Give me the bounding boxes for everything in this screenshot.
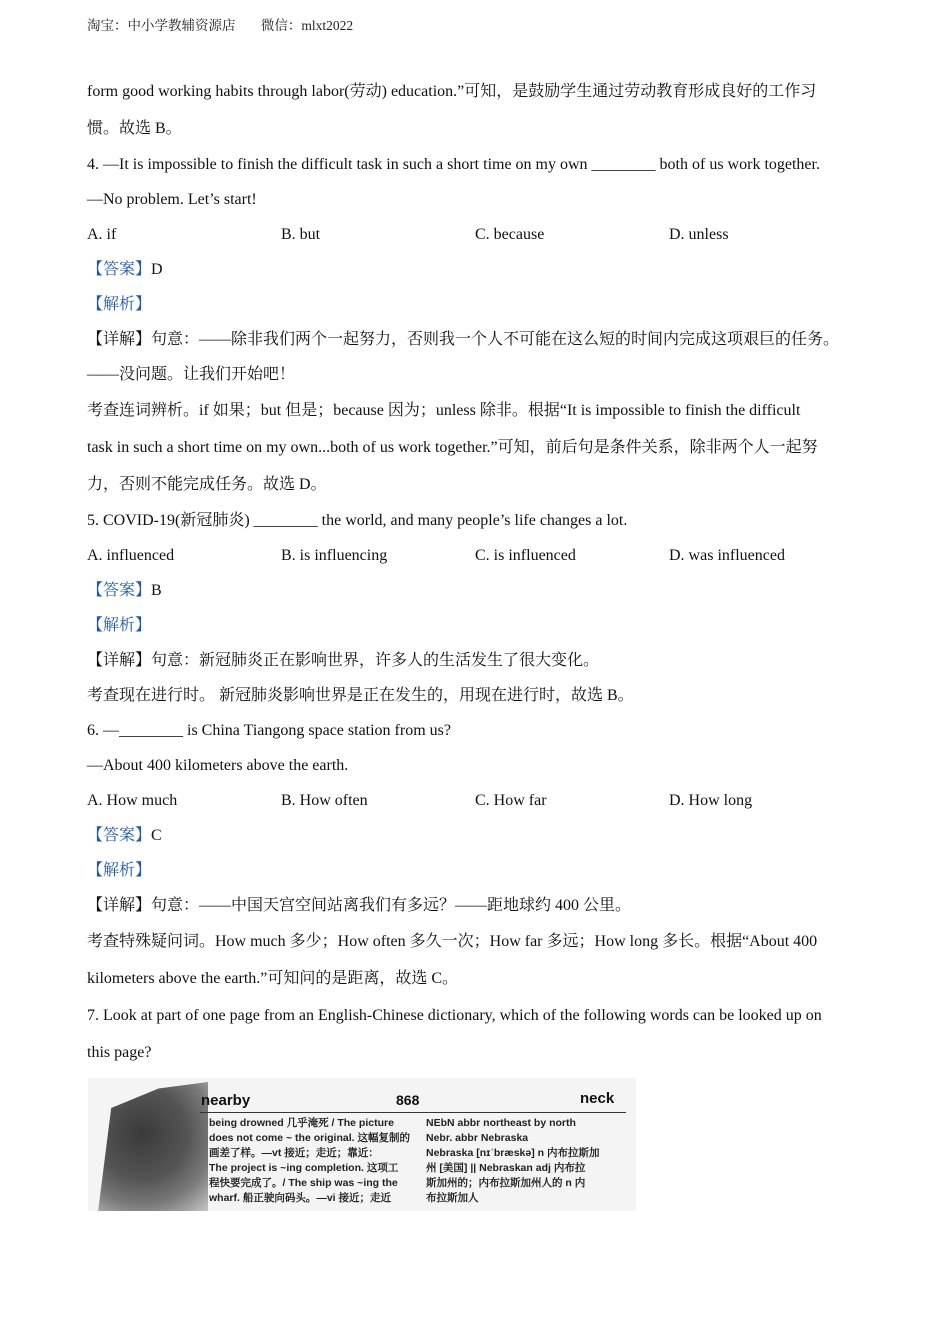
entry-line: The project is ~ing completion. 这项工 (209, 1162, 399, 1174)
analysis-tag: 【解析】 (87, 617, 152, 634)
answer-tag: 【答案】 (87, 827, 152, 844)
option-c: C. is influenced (475, 547, 576, 564)
option-a: A. How much (87, 792, 178, 809)
option-a: A. if (87, 226, 117, 243)
entry-line: 画差了样。—vt 接近；走近；靠近： (209, 1147, 379, 1159)
q6-analysis (87, 853, 877, 888)
taobao-shop-label: 淘宝：中小学教辅资源店 (87, 18, 236, 33)
entry-line: NEbN abbr northeast by north (426, 1117, 576, 1129)
entry-line: 州 [美国] || Nebraskan adj 内布拉 (426, 1162, 586, 1174)
answer-tag: 【答案】 (87, 261, 152, 278)
wechat-label: 微信：mlxt2022 (260, 18, 354, 33)
option-d: D. unless (669, 226, 729, 243)
analysis-tag: 【解析】 (87, 862, 152, 879)
q3-explanation-line: form good working habits through labor(劳动) education.”可知，是鼓励学生通过劳动教育形成良好的工作习 (87, 83, 817, 100)
q6-detail (87, 888, 877, 923)
entry-line: 斯加州的；内布拉斯加州人的 n 内 (426, 1177, 586, 1189)
entry-line: 布拉斯加人 (426, 1192, 479, 1204)
q4-response: —No problem. Let’s start! (87, 191, 257, 208)
option-d: D. How long (669, 792, 753, 809)
option-d: D. was influenced (669, 547, 785, 564)
q4-detail-line: ——没问题。让我们开始吧！ (87, 366, 296, 383)
detail-tag: 【详解】 (87, 897, 152, 914)
answer-value: B (151, 582, 162, 599)
q4-answer (87, 252, 877, 287)
detail-tag: 【详解】 (87, 331, 152, 348)
q3-explanation-line: 惯。故选 B。 (87, 120, 182, 137)
guide-word-right: neck (580, 1090, 615, 1107)
scan-shadow (98, 1082, 208, 1211)
detail-text: 句意：——除非我们两个一起努力，否则我一个人不可能在这么短的时间内完成这项艰巨的任务。 (151, 331, 840, 348)
entry-line: 程快要完成了。/ The ship was ~ing the (209, 1177, 398, 1189)
answer-tag: 【答案】 (87, 582, 152, 599)
document-body (87, 73, 877, 1071)
entry-line: wharf. 船正驶向码头。—vi 接近；走近 (209, 1192, 392, 1204)
q4-detail-line: 力，否则不能完成任务。故选 D。 (87, 476, 327, 493)
detail-text: 句意：——中国天宫空间站离我们有多远？——距地球约 400 公里。 (151, 897, 632, 914)
header-rule (200, 1112, 626, 1113)
q6-detail-line: 考查特殊疑问词。How much 多少；How often 多久一次；How far 多远；How long 多长。根据“About 400 (87, 933, 818, 950)
option-c: C. How far (475, 792, 547, 809)
analysis-tag: 【解析】 (87, 296, 152, 313)
q4-detail-line: task in such a short time on my own...both of us work together.”可知，前后句是条件关系，除非两个人一起努 (87, 439, 818, 456)
q6-detail-line: kilometers above the earth.”可知问的是距离，故选 C。 (87, 970, 459, 987)
guide-word-left: nearby (201, 1092, 251, 1109)
answer-value: C (151, 827, 162, 844)
option-c: C. because (475, 226, 545, 243)
q4-detail-line: 考查连词辨析。if 如果；but 但是；because 因为；unless 除非。根据“It is impossible to finish the difficult (87, 402, 801, 419)
option-b: B. is influencing (281, 547, 388, 564)
q5-detail (87, 643, 877, 678)
q7-stem: 7. Look at part of one page from an English-Chinese dictionary, which of the following words can be looked up on (87, 1007, 822, 1024)
q4-stem: 4. —It is impossible to finish the difficult task in such a short time on my own ________ both of us work together. (87, 156, 820, 173)
page-number: 868 (396, 1092, 420, 1108)
detail-tag: 【详解】 (87, 652, 152, 669)
q4-options (87, 217, 877, 252)
q5-analysis (87, 608, 877, 643)
q5-options (87, 538, 877, 573)
q5-answer (87, 573, 877, 608)
page-header (87, 14, 375, 34)
q5-detail-line: 考查现在进行时。 新冠肺炎影响世界是正在发生的，用现在进行时，故选 B。 (87, 687, 634, 704)
option-a: A. influenced (87, 547, 175, 564)
entry-line: Nebr. abbr Nebraska (426, 1132, 529, 1144)
q6-response: —About 400 kilometers above the earth. (87, 757, 349, 774)
entry-line: Nebraska [nɪˈbræskə] n 内布拉斯加 (426, 1147, 600, 1159)
entry-line: does not come ~ the original. 这幅复制的 (209, 1132, 410, 1144)
q6-answer (87, 818, 877, 853)
dictionary-column-right (426, 1116, 631, 1206)
dictionary-page-image (88, 1078, 636, 1211)
q7-stem-cont: this page? (87, 1044, 152, 1061)
detail-text: 句意：新冠肺炎正在影响世界，许多人的生活发生了很大变化。 (151, 652, 600, 669)
dictionary-column-left (209, 1116, 410, 1206)
q6-stem: 6. —________ is China Tiangong space station from us? (87, 722, 451, 739)
q6-options (87, 783, 877, 818)
q5-stem: 5. COVID-19(新冠肺炎) ________ the world, and many people’s life changes a lot. (87, 512, 628, 529)
q4-detail (87, 322, 877, 357)
option-b: B. How often (281, 792, 368, 809)
entry-line: being drowned 几乎淹死 / The picture (209, 1117, 394, 1129)
option-b: B. but (281, 226, 321, 243)
answer-value: D (151, 261, 163, 278)
q4-analysis (87, 287, 877, 322)
